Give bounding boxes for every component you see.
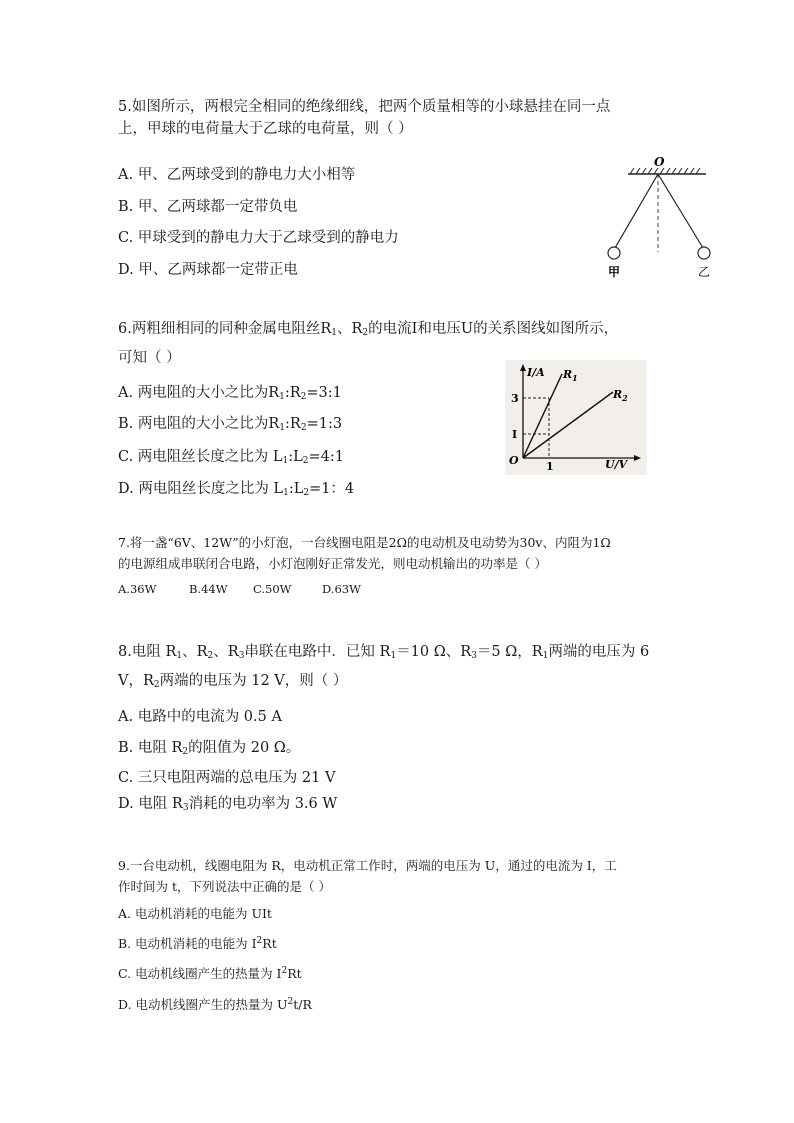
q8-l2-p2: 两端的电压为 12 V，则（ ） <box>159 673 348 689</box>
q9-stem-line2: 作时间为 t，下列说法中正确的是（ ） <box>118 879 331 894</box>
q8-l2-p1: 2 <box>153 680 160 690</box>
ball-jia-label: 甲 <box>608 265 621 279</box>
q6-a-post: =3:1 <box>306 385 342 401</box>
q8-l1-p3: 2 <box>207 651 214 661</box>
left-string <box>615 174 658 248</box>
q6-c-mid: :L <box>288 449 303 465</box>
q5-option-b: B. 甲、乙两球都一定带负电 <box>118 199 298 215</box>
q7-stem-line2: 的电源组成串联闭合电路，小灯泡刚好正常发光，则电动机输出的功率是（ ） <box>118 556 547 571</box>
q9-d-pre: D. 电动机线圈产生的热量为 U <box>118 997 288 1012</box>
origin-label: O <box>509 454 519 467</box>
q9-b-pre: B. 电动机消耗的电能为 I <box>118 936 257 951</box>
q6-d-post: =1：4 <box>309 481 355 497</box>
x-axis-label: U/V <box>605 458 628 471</box>
right-string <box>658 174 703 248</box>
q9-b-post: Rt <box>262 936 277 951</box>
q8-l1-p0: 8.电阻 R <box>118 644 177 660</box>
q9-c-post: Rt <box>287 966 302 981</box>
q5-option-a: A. 甲、乙两球受到的静电力大小相等 <box>118 167 356 183</box>
q8-option-b <box>118 736 300 757</box>
y-axis-label: I/A <box>527 366 545 379</box>
q6-iu-graph <box>505 360 647 475</box>
q6-d-mid: :L <box>288 481 304 497</box>
q8-c-pre: C. 三只电阻两端的总电压为 21 V <box>118 770 336 786</box>
q6-option-c <box>118 445 344 466</box>
q9-c-pre: C. 电动机线圈产生的热量为 I <box>118 966 282 981</box>
q9-c-sup: 2 <box>281 966 288 976</box>
q9-d-post: t/R <box>293 997 312 1012</box>
q9-b-sup: 2 <box>256 936 263 946</box>
q6-d-pre: D. 两电阻丝长度之比为 L <box>118 481 284 497</box>
q6-b-post: =1:3 <box>306 416 343 432</box>
q8-l1-p9: 3 <box>471 651 477 661</box>
q6-stem-sub1: 1 <box>331 328 337 338</box>
q8-d-sub: 3 <box>182 803 189 813</box>
q6-d-sub2: 2 <box>303 488 310 498</box>
q7-option-c: C.50W <box>253 582 292 596</box>
q9-stem-line1: 9.一台电动机，线圈电阻为 R，电动机正常工作时，两端的电压为 U，通过的电流为 I，工 <box>118 858 617 873</box>
q6-a-pre: A. 两电阻的大小之比为R <box>118 385 280 401</box>
q6-stem-mid: 、R <box>337 321 363 337</box>
q9-option-b <box>118 934 277 952</box>
ball-yi <box>698 247 710 259</box>
q7-option-b: B.44W <box>189 582 228 596</box>
q5-pendulum-figure <box>600 152 730 282</box>
q8-option-c <box>118 766 335 787</box>
ball-yi-label: 乙 <box>698 265 711 279</box>
q6-b-sub2: 2 <box>300 423 307 433</box>
q8-stem-line2 <box>118 670 347 696</box>
q6-c-sub2: 2 <box>302 456 309 466</box>
q8-l1-p6: 串联在电路中．已知 R <box>244 644 391 660</box>
q8-stem-line1 <box>118 641 649 667</box>
q6-stem-sub2: 2 <box>362 328 369 338</box>
line-r1-letter: R <box>563 368 573 381</box>
q8-l1-p1: 1 <box>176 651 183 661</box>
q6-a-mid: :R <box>284 385 301 401</box>
q5-stem-line1: 5.如图所示，两根完全相同的绝缘细线，把两个质量相等的小球悬挂在同一点 <box>118 99 611 115</box>
q8-l1-p7: 1 <box>390 651 397 661</box>
q5-option-d: D. 甲、乙两球都一定带正电 <box>118 262 298 278</box>
q9-d-sup: 2 <box>287 997 294 1007</box>
q6-stem-line2: 可知（ ） <box>118 350 181 366</box>
q6-d-sub1: 1 <box>283 488 289 498</box>
q8-b-post: 的阻值为 20 Ω。 <box>188 740 301 756</box>
ball-jia <box>608 247 620 259</box>
q6-stem-pre: 6.两粗细相同的同种金属电阻丝R <box>118 321 332 337</box>
q9-option-d <box>118 995 312 1013</box>
q6-option-a <box>118 381 342 402</box>
q8-b-pre: B. 电阻 R <box>118 740 183 756</box>
q9-a-pre: A. 电动机消耗的电能为 UIt <box>118 906 272 921</box>
q6-c-sub1: 1 <box>282 456 289 466</box>
q8-l1-p4: 、R <box>213 644 239 660</box>
q8-d-pre: D. 电阻 R <box>118 796 183 812</box>
q8-option-d <box>118 792 337 813</box>
line-r2-sub: 2 <box>622 393 628 403</box>
q6-stem-post: 的电流I和电压U的关系图线如图所示， <box>368 321 619 337</box>
q8-option-a <box>118 705 282 726</box>
q8-l1-p8: ＝10 Ω、R <box>396 644 472 660</box>
y-tick-3: 3 <box>511 392 519 405</box>
q5-stem-line2: 上，甲球的电荷量大于乙球的电荷量，则（ ） <box>118 121 413 137</box>
q6-c-post: =4:1 <box>308 449 345 465</box>
q8-l1-p5: 3 <box>238 651 245 661</box>
q6-c-pre: C. 两电阻丝长度之比为 L <box>118 449 283 465</box>
line-r1-sub: 1 <box>572 373 578 383</box>
q8-a-pre: A. 电路中的电流为 0.5 A <box>118 709 282 725</box>
q8-l1-p11: 1 <box>542 651 549 661</box>
q8-d-post: 消耗的电功率为 3.6 W <box>188 796 338 812</box>
q6-b-sub1: 1 <box>279 423 286 433</box>
q7-option-d: D.63W <box>322 582 361 596</box>
ceiling-hatch <box>630 168 700 174</box>
q8-l1-p12: 两端的电压为 6 <box>548 644 650 660</box>
q9-option-c <box>118 964 302 982</box>
q6-a-sub1: 1 <box>279 392 285 402</box>
q7-option-a: A.36W <box>118 582 157 596</box>
q8-l1-p10: ＝5 Ω，R <box>476 644 543 660</box>
q6-a-sub2: 2 <box>300 392 307 402</box>
q6-option-b <box>118 412 342 433</box>
x-tick-1: 1 <box>546 460 554 473</box>
q6-b-mid: :R <box>285 416 301 432</box>
line-r2-letter: R <box>613 388 623 401</box>
y-tick-1: I <box>512 428 518 441</box>
q5-option-c: C. 甲球受到的静电力大于乙球受到的静电力 <box>118 230 399 246</box>
q8-l2-p0: V，R <box>118 673 154 689</box>
q6-option-d <box>118 477 354 498</box>
q6-b-pre: B. 两电阻的大小之比为R <box>118 416 280 432</box>
q6-stem-line1 <box>118 318 618 344</box>
q9-option-a <box>118 904 272 922</box>
q7-stem-line1: 7.将一盏“6V、12W”的小灯泡，一台线圈电阻是2Ω的电动机及电动势为30v、内阻为1Ω <box>118 535 611 550</box>
q8-l1-p2: 、R <box>182 644 208 660</box>
q8-b-sub: 2 <box>182 747 189 757</box>
point-o-label: O <box>654 155 665 169</box>
